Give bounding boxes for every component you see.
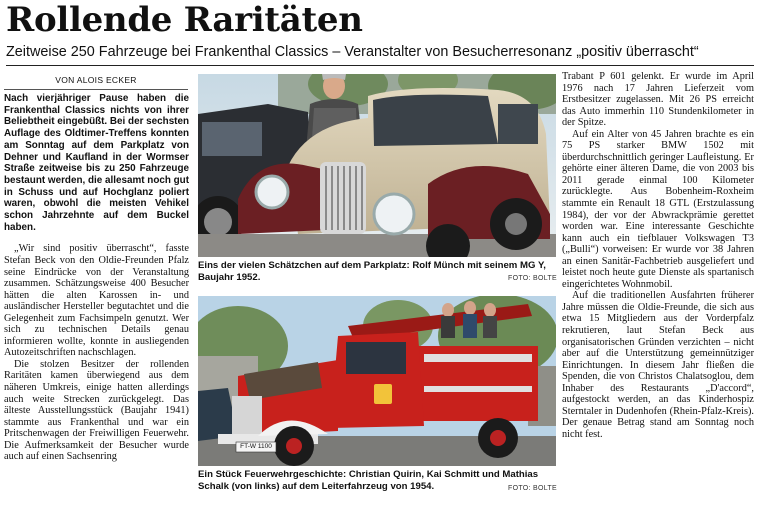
body-paragraph: Auf die traditionellen Ausfahrten früherer Jahre müssen die Oldie-Freunde, die sich aus etwa 15 Mitgliedern aus der Vorderpfalz rekrutieren, laut Stefan Beck aus organisatorischen Gründen verzichten – nicht aber auf die Unterstützung gemeinnütziger Einrichtungen. In diesem Jahr fließen die Spenden, die von Christos Chalatsoglou, dem Inhaber des Restaurants „D'accord“, aufgestockt werden, an das Kinderhospiz Sterntaler in Dudenhofen (Rhein-Pfalz-Kreis). Der genaue Betrag stand am Sonntag noch nicht fest. [562, 290, 754, 440]
headline-rule [6, 65, 754, 66]
mg-car-illustration [198, 74, 556, 257]
license-plate: FT-W 1100 [240, 443, 272, 450]
article-subheadline: Zeitweise 250 Fahrzeuge bei Frankenthal Classics – Veranstalter von Besucherresonanz „positiv überrascht“ [6, 44, 699, 60]
article-headline: Rollende Raritäten [6, 0, 363, 40]
body-paragraph: Trabant P 601 gelenkt. Er wurde im April 1976 nach 17 Jahren Lieferzeit vom Erstbesitzer zugelassen. Mit 26 PS erreicht das Auto immerhin 110 Stundenkilometer in der Spitze. [562, 71, 754, 129]
photo2-credit: FOTO: BOLTE [508, 485, 557, 492]
photo2-caption: Ein Stück Feuerwehrgeschichte: Christian Quirin, Kai Schmitt und Mathias Schalk (von links) auf dem Leiterfahrzeug von 1954. [198, 469, 539, 492]
byline: VON ALOIS ECKER [55, 75, 137, 85]
article-column-left [4, 93, 189, 505]
byline-rule [4, 89, 188, 90]
photo-mg-car [198, 74, 556, 257]
photo1-caption: Eins der vielen Schätzchen auf dem Parkplatz: Rolf Münch mit seinem MG Y, Baujahr 1952. [198, 260, 546, 283]
fire-truck-illustration [198, 296, 556, 466]
body-paragraph: Auf ein Alter von 45 Jahren brachte es ein 75 PS starker BMW 1502 mit überdurchschnittlich geringer Laufleistung. Er gehörte einer älteren Dame, die von 2003 bis 2011 gerade einmal 100 Kilometer zurücklegte. Aus Bobenheim-Roxheim stammte ein Renault 18 GTL (Erstzulassung 1984), der vor der Abwrackprämie gerettet worden war. Eine interessante Geschichte kann auch ein tiefblauer Volkswagen T3 („Bulli“) vorweisen: Er wurde vor 38 Jahren an einen Sanitär-Fachbetrieb ausgeliefert und leistet noch heute gute Dienste als spartanisch eingerichtetes Wohnmobil. [562, 128, 754, 290]
photo-fire-truck [198, 296, 556, 466]
photo1-credit: FOTO: BOLTE [508, 275, 557, 282]
article-column-right [562, 71, 754, 507]
body-paragraph: „Wir sind positiv überrascht“, fasste Stefan Beck von den Oldie-Freunden Pfalz seine Eindrücke von der Veranstaltung zusammen. Schätzungsweise 400 Besucher hätten die alten Karossen in- und ausländischer Hersteller begutachtet und die Gelegenheit zum Fachsimpeln genutzt. Wer sich zu technischen Details genau informieren wollte, konnte in ausliegenden Autozeitschriften nachschlagen. [4, 243, 189, 359]
body-paragraph: Die stolzen Besitzer der rollenden Raritäten kamen überwiegend aus dem näheren Umkreis, einige hatten allerdings auch weite Strecken zurückgelegt. Das älteste Ausstellungsstück (Baujahr 1941) stammte aus Frankenthal und war ein Pritschenwagen der Freiwilligen Feuerwehr. Die Aufmerksamkeit der Besucher wurde auch auf einen Sachsenring [4, 358, 189, 463]
lead-paragraph: Nach vierjähriger Pause haben die Frankenthal Classics nichts von ihrer Beliebtheit eingebüßt. Bei der sechsten Auflage des Oldtimer-Treffens konnten am Sonntag auf dem Parkplatz von Dehner und Kaufland in der Wormser Straße zeitweise bis zu 250 Fahrzeuge bestaunt werden, die allesamt noch gut in Schuss und auf Hochglanz poliert waren, obwohl die meisten Vehikel schon Jahrzehnte auf dem Buckel haben. [4, 93, 189, 233]
